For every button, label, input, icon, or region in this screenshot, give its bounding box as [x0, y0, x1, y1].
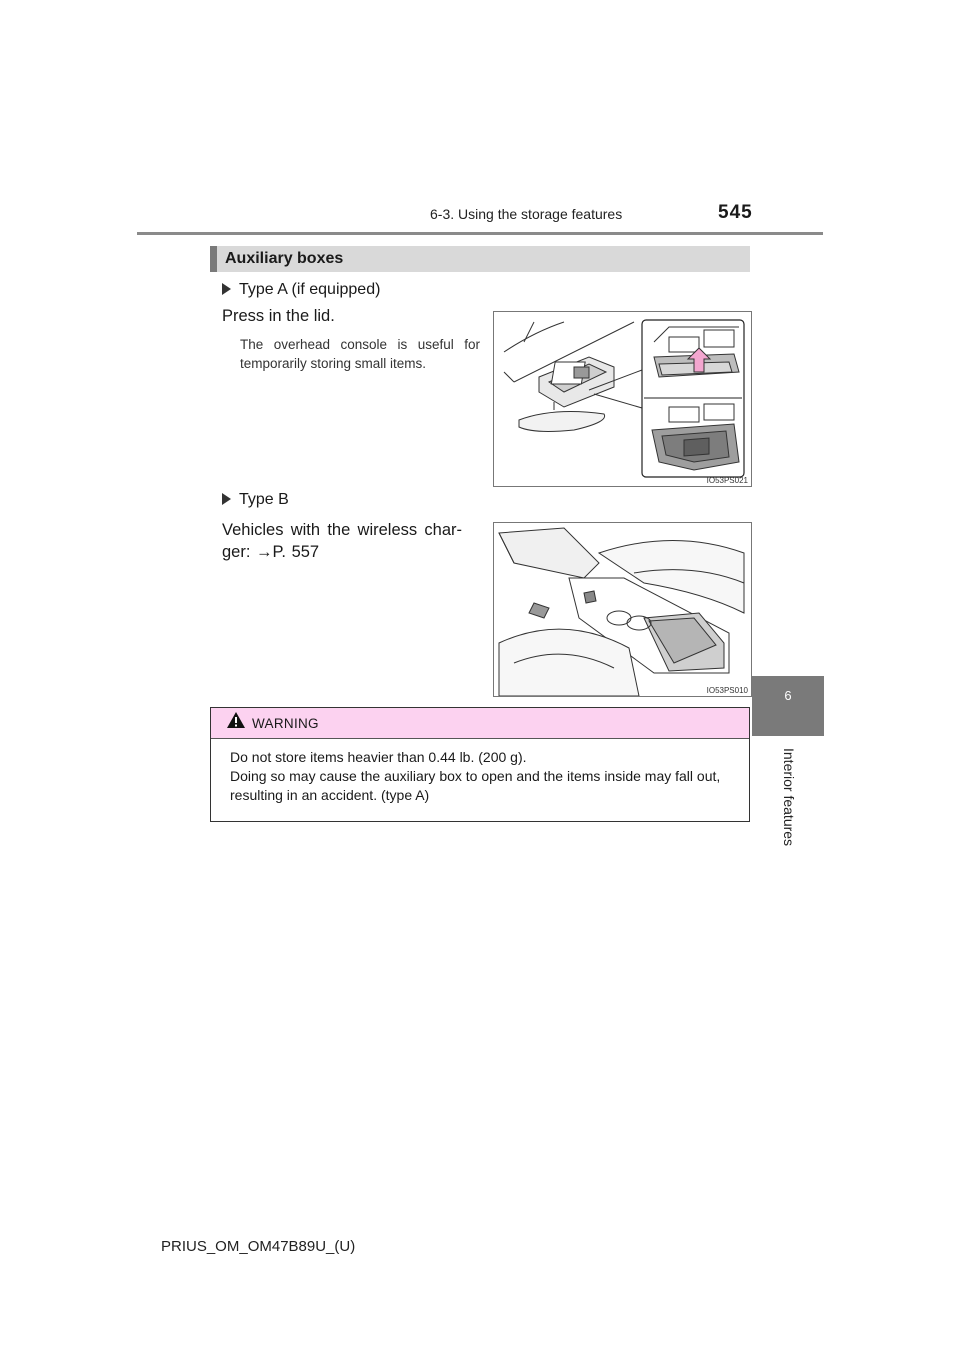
warning-line-1: Do not store items heavier than 0.44 lb. (200 g).	[230, 749, 527, 765]
chapter-tab	[752, 676, 824, 736]
figure-a-id: IO53PS021	[706, 476, 748, 485]
bullet-triangle-icon	[222, 493, 231, 505]
figure-center-console	[493, 522, 752, 697]
type-a-label: Type A (if equipped)	[239, 281, 381, 298]
overhead-console-illustration	[494, 312, 751, 486]
section-heading: Auxiliary boxes	[210, 246, 750, 272]
figure-overhead-console	[493, 311, 752, 487]
warning-line-2: Doing so may cause the auxiliary box to open and the items inside may fall out, resulting in an accident. (type A)	[230, 768, 721, 803]
header-rule	[137, 232, 823, 235]
warning-body	[230, 748, 745, 805]
center-console-illustration	[494, 523, 751, 696]
bullet-triangle-icon	[222, 283, 231, 295]
type-a-heading	[222, 281, 380, 299]
type-b-label: Type B	[239, 491, 289, 508]
chapter-number: 6	[784, 688, 792, 703]
type-a-instruction: Press in the lid.	[222, 307, 335, 325]
figure-b-id: IO53PS010	[706, 686, 748, 695]
running-header-section: 6-3. Using the storage features	[430, 206, 623, 222]
warning-title: WARNING	[252, 716, 319, 731]
type-b-heading	[222, 491, 289, 509]
chapter-title: Interior features	[781, 748, 797, 847]
warning-triangle-icon	[226, 711, 246, 729]
document-code: PRIUS_OM_OM47B89U_(U)	[161, 1238, 356, 1255]
type-b-reference: Vehicles with the wireless char-ger: →P. 557	[222, 521, 462, 561]
type-a-note: The overhead console is useful for temporarily storing small items.	[240, 337, 480, 371]
page-number: 545	[718, 202, 753, 223]
